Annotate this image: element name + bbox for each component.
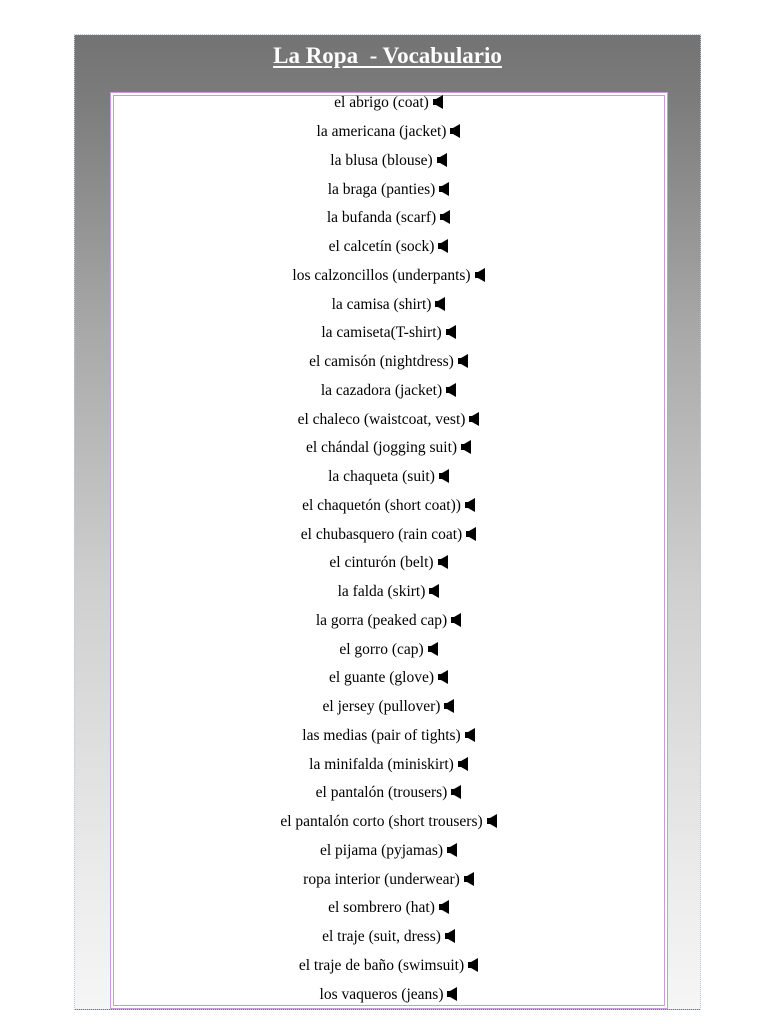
speaker-icon[interactable] — [466, 527, 477, 541]
vocabulary-word: el jersey (pullover) — [322, 698, 441, 715]
speaker-icon[interactable] — [440, 210, 451, 224]
vocabulary-item — [111, 952, 667, 981]
vocabulary-word: la braga (panties) — [327, 180, 436, 198]
vocabulary-word: el guante (glove) — [328, 669, 434, 687]
speaker-icon[interactable] — [444, 699, 455, 713]
speaker-icon[interactable] — [428, 642, 439, 656]
vocabulary-word: el traje de baño (swimsuit) — [298, 956, 465, 974]
vocabulary-item — [111, 693, 667, 722]
vocabulary-item — [111, 233, 667, 262]
vocabulary-item — [111, 176, 667, 205]
speaker-icon[interactable] — [439, 182, 450, 196]
speaker-icon[interactable] — [468, 958, 479, 972]
vocabulary-word: la americana (jacket) — [316, 123, 447, 140]
vocabulary-item — [111, 319, 667, 348]
vocabulary-item — [111, 434, 667, 463]
speaker-icon[interactable] — [458, 354, 469, 368]
speaker-icon[interactable] — [439, 469, 450, 483]
vocabulary-item — [111, 751, 667, 780]
vocabulary-item — [111, 636, 667, 665]
vocabulary-item — [111, 894, 667, 923]
vocabulary-word: el pantalón corto (short trousers) — [280, 813, 483, 830]
vocabulary-word: el chaleco (waistcoat, vest) — [297, 410, 466, 428]
vocabulary-item — [111, 779, 667, 808]
vocabulary-item — [111, 981, 667, 1010]
vocabulary-word: el calcetín (sock) — [328, 238, 435, 255]
vocabulary-item — [111, 204, 667, 233]
vocabulary-item — [111, 377, 667, 406]
vocabulary-word: los calzoncillos (underpants) — [292, 266, 471, 284]
speaker-icon[interactable] — [437, 153, 448, 167]
vocabulary-item — [111, 549, 667, 578]
vocabulary-item — [111, 492, 667, 521]
vocabulary-item — [111, 866, 667, 895]
vocabulary-list — [111, 93, 667, 1009]
vocabulary-item — [111, 262, 667, 291]
vocabulary-word: la camiseta(T-shirt) — [321, 324, 442, 342]
vocabulary-box — [110, 92, 668, 1009]
vocabulary-word: el chaquetón (short coat)) — [302, 496, 461, 514]
speaker-icon[interactable] — [438, 239, 449, 253]
vocabulary-page — [74, 34, 701, 1010]
vocabulary-word: el gorro (cap) — [339, 640, 424, 658]
speaker-icon[interactable] — [438, 555, 449, 569]
speaker-icon[interactable] — [464, 872, 475, 886]
vocabulary-word: la gorra (peaked cap) — [315, 611, 448, 629]
speaker-icon[interactable] — [447, 987, 458, 1001]
vocabulary-item — [111, 348, 667, 377]
speaker-icon[interactable] — [475, 268, 486, 282]
vocabulary-item — [111, 808, 667, 837]
vocabulary-word: el sombrero (hat) — [328, 899, 435, 917]
vocabulary-item — [111, 607, 667, 636]
speaker-icon[interactable] — [446, 383, 457, 397]
vocabulary-item — [111, 147, 667, 176]
vocabulary-word: las medias (pair of tights) — [302, 726, 461, 744]
speaker-icon[interactable] — [487, 814, 498, 828]
vocabulary-word: la minifalda (miniskirt) — [309, 755, 454, 773]
vocabulary-word: el chándal (jogging suit) — [305, 439, 458, 457]
vocabulary-item — [111, 923, 667, 952]
speaker-icon[interactable] — [461, 440, 472, 454]
vocabulary-item — [111, 722, 667, 751]
speaker-icon[interactable] — [435, 297, 446, 311]
vocabulary-item — [111, 406, 667, 435]
vocabulary-word: el abrigo (coat) — [334, 94, 429, 111]
vocabulary-word: la bufanda (scarf) — [326, 209, 437, 227]
speaker-icon[interactable] — [433, 95, 444, 109]
speaker-icon[interactable] — [465, 728, 476, 742]
speaker-icon[interactable] — [445, 929, 456, 943]
vocabulary-word: el chubasquero (rain coat) — [300, 525, 463, 543]
speaker-icon[interactable] — [439, 900, 450, 914]
vocabulary-item — [111, 664, 667, 693]
vocabulary-item — [111, 463, 667, 492]
vocabulary-word: la falda (skirt) — [337, 583, 426, 600]
vocabulary-word: el traje (suit, dress) — [322, 928, 441, 945]
vocabulary-item — [111, 291, 667, 320]
vocabulary-word: la chaqueta (suit) — [328, 468, 435, 485]
vocabulary-item — [111, 118, 667, 147]
vocabulary-item — [111, 837, 667, 866]
vocabulary-word: la blusa (blouse) — [330, 151, 433, 169]
speaker-icon[interactable] — [469, 412, 480, 426]
speaker-icon[interactable] — [451, 613, 462, 627]
vocabulary-word: ropa interior (underwear) — [303, 870, 460, 888]
speaker-icon[interactable] — [429, 584, 440, 598]
vocabulary-word: el cinturón (belt) — [329, 554, 434, 572]
vocabulary-item — [111, 578, 667, 607]
vocabulary-word: el camisón (nightdress) — [309, 353, 454, 370]
vocabulary-word: el pijama (pyjamas) — [319, 841, 444, 859]
speaker-icon[interactable] — [458, 757, 469, 771]
speaker-icon[interactable] — [446, 325, 457, 339]
speaker-icon[interactable] — [438, 670, 449, 684]
vocabulary-item — [111, 93, 667, 118]
page-title: La Ropa - Vocabulario — [273, 43, 502, 68]
vocabulary-word: la cazadora (jacket) — [320, 381, 443, 399]
speaker-icon[interactable] — [465, 498, 476, 512]
speaker-icon[interactable] — [450, 124, 461, 138]
vocabulary-word: los vaqueros (jeans) — [319, 985, 444, 1003]
vocabulary-word: la camisa (shirt) — [331, 295, 432, 313]
vocabulary-item — [111, 521, 667, 550]
vocabulary-word: el pantalón (trousers) — [315, 784, 448, 802]
speaker-icon[interactable] — [447, 843, 458, 857]
speaker-icon[interactable] — [451, 785, 462, 799]
